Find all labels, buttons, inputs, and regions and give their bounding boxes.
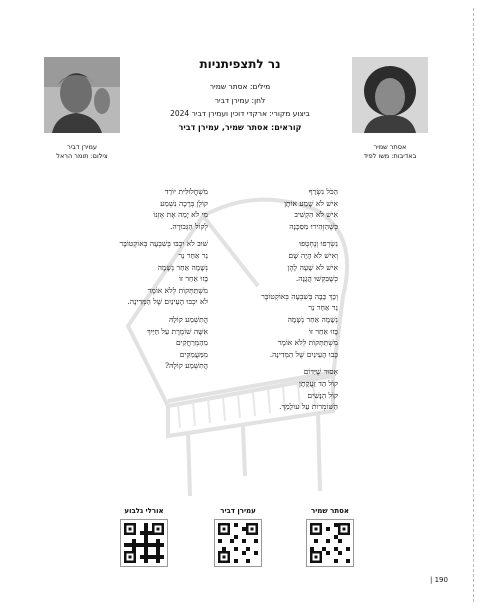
poem-line: נִשְׂרְפוּ וְנֶחְטְפוּ bbox=[299, 239, 338, 249]
poem-line: וְאִישׁ לֹא הָיָה שָׁם bbox=[288, 250, 338, 260]
song-title: נר לתצפיתניות bbox=[199, 57, 281, 71]
photo-caption-left bbox=[36, 143, 128, 161]
performance-credit: ביצוע מקורי: ארקדי דוכין ועמירן דביר 2024 bbox=[170, 109, 310, 118]
poem-line: הַכֹּל נִשְׂרַף bbox=[308, 187, 338, 196]
qr-label: אסתר שמיר bbox=[311, 507, 349, 515]
photo-caption-right bbox=[344, 143, 436, 161]
caption-credit: צילום: תומר הראל bbox=[56, 152, 108, 160]
poem-line: נְשָׁמָה אַחַר נְשָׁמָה bbox=[287, 314, 338, 324]
poem-line: לֹא יִכְבּוּ הָעֵינַיִם שֶׁל הַמְּדִינָה. bbox=[127, 297, 208, 307]
poem-line: אָסוּר שֶׁיִּדּוֹם bbox=[303, 367, 338, 377]
poem-column-left bbox=[58, 186, 208, 372]
poem-line: קוֹל הַנָּשִׁים bbox=[307, 390, 338, 400]
qr-block-ester-shamir[interactable] bbox=[298, 507, 362, 567]
qr-block-amiran-dvir[interactable] bbox=[206, 507, 270, 567]
poem-line: אִישׁ לֹא הִקְשִׁיב bbox=[294, 210, 338, 220]
poem-line: הַשּׁוֹמְרוֹת עַל עוֹלָמֵךְ. bbox=[279, 402, 338, 412]
caption-name: עמירן דביר bbox=[67, 143, 97, 151]
qr-code[interactable] bbox=[120, 519, 168, 567]
poem-line: אִישׁ לֹא שָׁעָה לָהֶן bbox=[287, 262, 338, 272]
qr-label: אורלי גלבוע bbox=[124, 507, 164, 515]
poem-line: מִשְׁתַּתְּקוֹת לְלֹא אוֹמֶר bbox=[277, 338, 338, 348]
poem-line: נֵר אַחַר נֵר bbox=[178, 250, 208, 260]
poem-column-right bbox=[198, 186, 338, 413]
qr-code[interactable] bbox=[214, 519, 262, 567]
caption-credit: באדיבות: משו לפיד bbox=[363, 152, 417, 160]
song-credits bbox=[130, 80, 350, 134]
poem-line: קוֹלָן בְּרָכָה נִשְׁמַע bbox=[160, 198, 208, 208]
poem-line: לְקוֹל הַגְּבוּרָה. bbox=[169, 221, 208, 231]
poem-line: בָּזוּ אַחַר זוֹ bbox=[178, 274, 208, 284]
music-credit: לחן: עמירן דביר bbox=[214, 95, 266, 105]
poem-line: הֲתִשְׁמַע קוֹלָהּ? bbox=[164, 361, 208, 371]
poem-line: מֵהַמְּרַחֲקִים bbox=[176, 338, 208, 348]
poem-line: אִשָּׁה שׁוֹמֶרֶת עַל חַיַּיִךְ bbox=[146, 326, 208, 336]
qr-label: עמירן דביר bbox=[220, 507, 256, 515]
readers-credit: קוראים: אסתר שמיר, עמירן דביר bbox=[178, 122, 302, 132]
poem-line: מִמַּעֲמַקִּים bbox=[179, 349, 208, 359]
qr-block-orly-gilboa[interactable] bbox=[112, 507, 176, 567]
page-number: | 190 bbox=[430, 576, 448, 584]
poem-line: וְכָךְ כָּבָה בְּשִׁבְעָה בְּאוֹקְטוֹבֶּר bbox=[261, 291, 338, 301]
poem-line: אִישׁ לֹא שָׁמַע אוֹתָן bbox=[284, 198, 338, 208]
poem-line: שׁוּב לֹא יִכְבּוּ בְּשִׁבְעָה בְּאוֹקְטוֹבֶּר bbox=[119, 239, 208, 249]
poem-line: בָּזוּ אַחַר זוֹ bbox=[308, 326, 338, 336]
poem-line: כָּבוּ הָעֵינַיִם שֶׁל הַמְּדִינָה. bbox=[269, 349, 338, 359]
lyrics-credit: מילים: אסתר שמיר bbox=[209, 82, 271, 91]
poem-line: מִשְׁחֲלוּלִית יוֹרֵד bbox=[164, 187, 208, 196]
poem-line: מִשְׁתַּתְּקוֹת לְלֹא אוֹמֶר bbox=[147, 285, 208, 295]
poem-line: כְּשֶׁבִּקְשׁוּ הֲגָנָה. bbox=[295, 274, 338, 284]
poem-line: נְשָׁמָה אַחַר נְשָׁמָה bbox=[157, 262, 208, 272]
qr-code[interactable] bbox=[306, 519, 354, 567]
poem-line: כְּשֶׁהַזְּהִירוּ מִסַּכָּנָה bbox=[289, 221, 338, 231]
poem-line: קוֹל הַד זַעֲקָתָן bbox=[299, 378, 338, 388]
poem-line: מִי לֹא יָמֵה אֶת אָזְנוֹ bbox=[153, 210, 208, 220]
poem-line: נֵר אַחַר נֵר bbox=[308, 303, 338, 313]
page-edge bbox=[473, 8, 474, 602]
poem-line: הֲתִשְׁמַע קוֹלָהּ bbox=[168, 314, 208, 324]
caption-name: אסתר שמיר bbox=[373, 143, 407, 151]
